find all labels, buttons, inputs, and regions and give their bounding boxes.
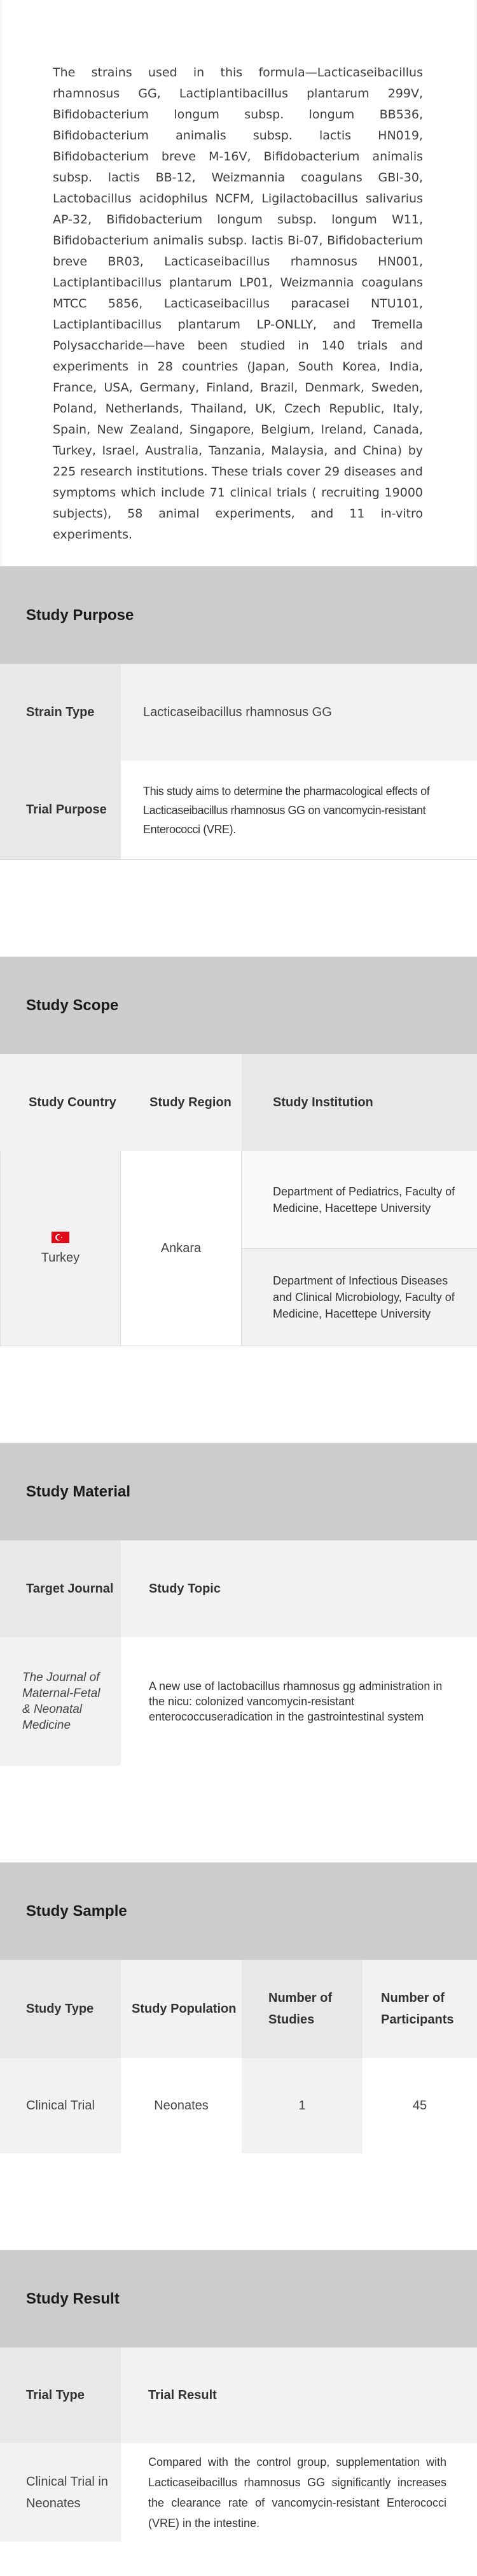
number-of-participants-value: 45 — [363, 2058, 477, 2153]
journal-value: The Journal of Maternal-Fetal & Neonatal Medicine — [0, 1637, 121, 1766]
study-purpose-heading: Study Purpose — [0, 567, 477, 664]
region-value: Ankara — [121, 1151, 242, 1346]
section-spacer — [0, 860, 477, 957]
section-spacer — [0, 1766, 477, 1862]
study-scope-heading: Study Scope — [0, 957, 477, 1054]
study-material-heading: Study Material — [0, 1443, 477, 1540]
study-purpose-table — [0, 664, 477, 860]
study-sample-heading: Study Sample — [0, 1862, 477, 1960]
trial-purpose-label: Trial Purpose — [0, 761, 121, 859]
trial-purpose-value: This study aims to determine the pharmacological effects of Lacticaseibacillus rhamnosus GG on vancomycin-resistant Enterococci (VRE). — [121, 761, 477, 859]
trial-type-value: Clinical Trial in Neonates — [0, 2443, 121, 2542]
study-topic-header: Study Topic — [121, 1540, 477, 1637]
turkey-flag-icon — [52, 1232, 69, 1243]
trial-result-value: Compared with the control group, supplementation with Lacticaseibacillus rhamnosus GG significantly increases the clearance rate of vancomycin-resistant Enterococci (VRE) in the intestine. — [121, 2443, 477, 2542]
intro-text: The strains used in this formula—Lacticaseibacillus rhamnosus GG, Lactiplantibacillus plantarum 299V, Bifidobacterium longum subsp. longum BB536, Bifidobacterium animalis subsp. lactis HN019, Bifidobacterium breve M-16V, Bifidobacterium animalis subsp. lactis BB-12, Weizmannia coagulans GBI-30, Lactobacillus acidophilus NCFM, Ligilactobacillus salivarius AP-32, Bifidobacterium longum subsp. longum W11, Bifidobacterium animalis subsp. lactis Bi-07, Bifidobacterium breve BR03, Lacticaseibacillus rhamnosus HN001, Lactiplantibacillus plantarum LP01, Weizmannia coagulans MTCC 5856, Lacticaseibacillus paracasei NTU101, Lactiplantibacillus plantarum LP-ONLLY, and Tremella Polysaccharide—have been studied in 140 trials and experiments in 28 countries (Japan, South Korea, India, France, USA, Germany, Finland, Brazil, Denmark, Sweden, Poland, Netherlands, Thailand, UK, Czech Republic, Italy, Spain, New Zealand, Singapore, Belgium, Ireland, Canada, Turkey, Israel, Australia, Tanzania, Malaysia, and China) by 225 research institutions. These trials cover 29 diseases and symptoms which include 71 clinical trials ( recruiting 19000 subjects), 58 animal experiments, and 11 in-vitro experiments. — [53, 66, 423, 542]
country-name: Turkey — [41, 1250, 80, 1265]
study-institution-header: Study Institution — [242, 1054, 477, 1151]
institution-2: Department of Infectious Diseases and Clinical Microbiology, Faculty of Medicine, Hacettepe University — [242, 1249, 477, 1346]
section-spacer — [0, 2153, 477, 2250]
study-sample-table — [0, 1960, 477, 2153]
number-of-studies-value: 1 — [242, 2058, 363, 2153]
trial-type-header: Trial Type — [0, 2347, 121, 2443]
study-population-header: Study Population — [121, 1960, 242, 2058]
strain-type-value: Lacticaseibacillus rhamnosus GG — [121, 664, 477, 761]
topic-value: A new use of lactobacillus rhamnosus gg administration in the nicu: colonized vancomycin-resistant enterococcuseradication in the gastrointestinal system — [121, 1637, 477, 1766]
institution-1: Department of Pediatrics, Faculty of Medicine, Hacettepe University — [242, 1151, 477, 1249]
study-population-value: Neonates — [121, 2058, 242, 2153]
trial-result-header: Trial Result — [121, 2347, 477, 2443]
strain-type-label: Strain Type — [0, 664, 121, 761]
study-scope-table — [0, 1054, 477, 1346]
study-result-table — [0, 2347, 477, 2542]
number-of-studies-header: Number of Studies — [242, 1960, 363, 2058]
study-material-table — [0, 1540, 477, 1766]
number-of-participants-header: Number of Participants — [363, 1960, 477, 2058]
target-journal-header: Target Journal — [0, 1540, 121, 1637]
study-result-heading: Study Result — [0, 2250, 477, 2347]
study-type-value: Clinical Trial — [0, 2058, 121, 2153]
study-type-header: Study Type — [0, 1960, 121, 2058]
study-region-header: Study Region — [121, 1054, 242, 1151]
study-country-header: Study Country — [0, 1054, 121, 1151]
country-cell — [0, 1151, 121, 1346]
section-spacer — [0, 1346, 477, 1443]
intro-box — [1, 0, 476, 567]
